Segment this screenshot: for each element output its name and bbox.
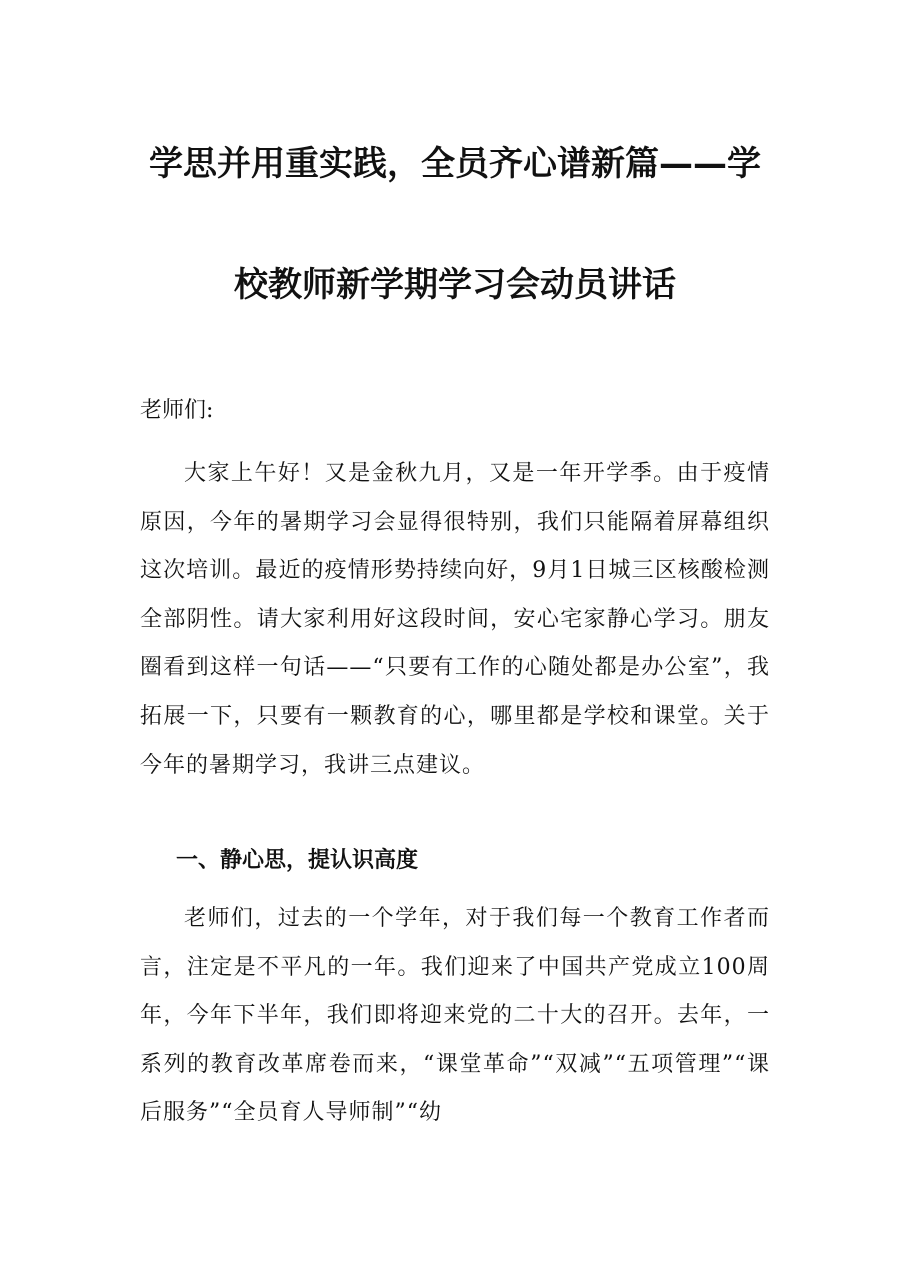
document-title-line-1: 学思并用重实践，全员齐心谱新篇——学 [149, 144, 761, 184]
paragraph-section-1: 老师们，过去的一个学年，对于我们每一个教育工作者而言，注定是不平凡的一年。我们迎来了中国共产党成立100周年，今年下半年，我们即将迎来党的二十大的召开。去年，一系列的教育改革席卷而来，“课堂革命”“双减”“五项管理”“课后服务”“全员育人导师制”“幼 [140, 906, 770, 1126]
paragraph-intro: 大家上午好！又是金秋九月，又是一年开学季。由于疫情原因，今年的暑期学习会显得很特别，我们只能隔着屏幕组织这次培训。最近的疫情形势持续向好，9月1日城三区核酸检测全部阴性。请大家利用好这段时间，安心宅家静心学习。朋友圈看到这样一句话——“只要有工作的心随处都是办公室”，我拓展一下，只要有一颗教育的心，哪里都是学校和课堂。关于今年的暑期学习，我讲三点建议。 [140, 461, 770, 778]
document-title-line-2: 校教师新学期学习会动员讲话 [234, 265, 676, 305]
section-heading: 一、静心思，提认识高度 [176, 848, 419, 873]
greeting: 老师们: [140, 398, 214, 423]
